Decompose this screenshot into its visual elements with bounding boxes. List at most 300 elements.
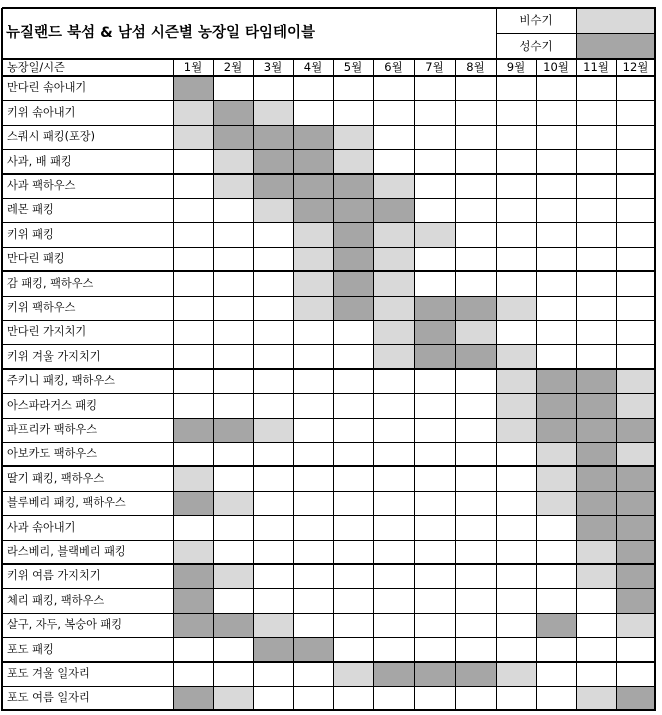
season-cell [414,344,455,369]
season-cell [414,369,455,393]
season-cell [213,149,253,174]
season-cell [496,466,536,491]
season-cell [455,271,496,296]
month-header-7: 7월 [425,60,444,74]
season-cell [333,76,373,100]
season-cell [333,393,373,418]
row-label: 키위 패킹 [7,228,54,241]
season-cell [213,320,253,344]
season-cell [253,76,293,100]
season-cell [333,344,373,369]
season-cell [414,466,455,491]
grid-hline [2,7,656,9]
season-cell [373,198,414,222]
season-cell [496,247,536,271]
season-cell [576,344,616,369]
season-cell [293,125,333,149]
season-cell [616,100,655,125]
season-cell [616,149,655,174]
season-cell [455,637,496,662]
legend-offseason-swatch [576,8,655,33]
season-cell [253,637,293,662]
row-label: 키위 겨울 가지치기 [7,350,101,363]
season-cell [173,198,213,222]
season-cell [373,393,414,418]
season-cell [373,369,414,393]
season-cell [536,296,576,320]
grid-hline [2,173,656,175]
row-label: 만다린 패킹 [7,252,65,265]
season-cell [576,442,616,466]
season-cell [333,662,373,686]
season-cell [333,198,373,222]
season-cell [333,442,373,466]
season-cell [253,198,293,222]
season-cell [333,271,373,296]
season-cell [333,174,373,198]
season-cell [173,686,213,710]
season-cell [576,149,616,174]
season-cell [213,369,253,393]
row-label: 만다린 가지치기 [7,325,87,338]
season-cell [536,369,576,393]
season-cell [414,174,455,198]
season-cell [616,320,655,344]
season-cell [536,466,576,491]
season-cell [496,442,536,466]
season-cell [213,491,253,515]
season-cell [253,442,293,466]
grid-hline [2,58,656,60]
grid-hline [2,393,656,394]
season-cell [173,662,213,686]
season-cell [253,491,293,515]
season-cell [293,76,333,100]
season-cell [253,100,293,125]
season-cell [373,588,414,613]
season-cell [496,662,536,686]
grid-hline [2,344,656,345]
season-cell [616,369,655,393]
season-cell [253,393,293,418]
season-cell [173,613,213,637]
season-cell [496,564,536,588]
season-cell [496,393,536,418]
season-cell [496,418,536,442]
season-cell [414,686,455,710]
season-cell [455,686,496,710]
season-cell [576,686,616,710]
season-cell [333,418,373,442]
row-label: 블루베리 패킹, 팩하우스 [7,496,126,509]
season-cell [173,76,213,100]
grid-hline [2,100,656,101]
season-cell [293,418,333,442]
season-cell [496,613,536,637]
season-cell [616,540,655,564]
season-cell [293,540,333,564]
grid-vline [213,59,214,711]
grid-vline [536,59,537,711]
row-label: 키위 여름 가지치기 [7,569,101,582]
season-cell [293,222,333,247]
season-cell [253,149,293,174]
season-cell [536,198,576,222]
season-cell [536,418,576,442]
season-cell [576,369,616,393]
season-cell [373,174,414,198]
season-cell [576,222,616,247]
row-label: 라스베리, 블랙베리 패킹 [7,545,126,558]
season-cell [576,100,616,125]
season-cell [616,125,655,149]
grid-vline [654,8,656,711]
season-cell [455,588,496,613]
season-cell [576,588,616,613]
season-cell [616,222,655,247]
season-cell [373,125,414,149]
season-cell [293,564,333,588]
season-cell [576,466,616,491]
season-cell [414,76,455,100]
season-cell [414,393,455,418]
row-label: 키위 솎아내기 [7,106,76,119]
season-cell [213,662,253,686]
season-cell [455,466,496,491]
season-cell [496,344,536,369]
season-cell [616,418,655,442]
season-cell [373,222,414,247]
season-cell [213,76,253,100]
season-cell [455,100,496,125]
season-cell [173,271,213,296]
season-cell [536,174,576,198]
season-cell [253,247,293,271]
season-cell [173,637,213,662]
month-header-8: 8월 [466,60,485,74]
season-cell [213,540,253,564]
grid-vline [496,8,497,60]
season-cell [253,320,293,344]
season-cell [536,564,576,588]
row-label: 레몬 패킹 [7,203,54,216]
season-cell [536,515,576,540]
grid-hline [2,222,656,223]
season-cell [293,491,333,515]
season-cell [213,344,253,369]
season-cell [213,613,253,637]
season-cell [293,637,333,662]
season-cell [253,564,293,588]
season-cell [293,515,333,540]
season-cell [455,564,496,588]
season-cell [414,100,455,125]
season-cell [293,247,333,271]
season-cell [616,442,655,466]
season-cell [576,637,616,662]
season-cell [213,296,253,320]
month-header-9: 9월 [506,60,526,74]
season-cell [213,686,253,710]
season-cell [576,247,616,271]
month-header-5: 5월 [343,60,363,74]
season-cell [293,393,333,418]
grid-hline [2,368,656,370]
grid-hline [2,247,656,248]
season-cell [414,247,455,271]
season-cell [213,442,253,466]
month-header-11: 11월 [583,60,609,74]
grid-hline [2,270,656,272]
season-cell [253,296,293,320]
season-cell [253,588,293,613]
season-cell [293,588,333,613]
month-header-1: 1월 [183,60,203,74]
season-cell [373,320,414,344]
season-cell [616,515,655,540]
season-cell [213,393,253,418]
season-cell [333,613,373,637]
season-cell [333,540,373,564]
season-cell [536,686,576,710]
season-cell [213,125,253,149]
season-cell [455,491,496,515]
season-cell [455,198,496,222]
season-cell [173,100,213,125]
season-cell [496,198,536,222]
season-cell [333,247,373,271]
month-header-10: 10월 [543,60,569,74]
season-cell [333,637,373,662]
season-cell [373,76,414,100]
month-header-2: 2월 [223,60,243,74]
season-cell [496,76,536,100]
season-cell [496,320,536,344]
season-cell [576,76,616,100]
season-cell [576,491,616,515]
season-cell [496,369,536,393]
season-cell [173,296,213,320]
season-cell [373,686,414,710]
season-cell [455,369,496,393]
season-cell [373,418,414,442]
season-cell [496,588,536,613]
season-cell [173,491,213,515]
season-cell [373,637,414,662]
grid-hline [2,125,656,126]
season-cell [536,588,576,613]
season-cell [173,466,213,491]
grid-hline [2,198,656,199]
season-cell [616,247,655,271]
grid-hline [2,563,656,565]
season-cell [536,125,576,149]
season-cell [293,149,333,174]
season-cell [173,369,213,393]
season-cell [576,296,616,320]
season-cell [616,588,655,613]
row-label: 체리 패킹, 팩하우스 [7,594,105,607]
season-cell [293,686,333,710]
season-cell [455,149,496,174]
season-cell [253,125,293,149]
season-cell [414,442,455,466]
grid-vline [455,59,456,711]
season-cell [253,418,293,442]
season-cell [293,344,333,369]
season-cell [536,149,576,174]
season-cell [496,637,536,662]
season-cell [414,296,455,320]
season-cell [616,174,655,198]
season-cell [536,491,576,515]
season-cell [616,271,655,296]
season-cell [455,222,496,247]
row-label: 사과, 배 패킹 [7,155,72,168]
season-cell [616,637,655,662]
season-cell [536,320,576,344]
season-cell [576,515,616,540]
season-cell [536,247,576,271]
grid-hline [2,515,656,516]
season-cell [576,613,616,637]
row-label: 아보카도 팩하우스 [7,447,98,460]
season-cell [173,588,213,613]
season-cell [414,540,455,564]
season-cell [293,198,333,222]
grid-hline [2,637,656,638]
row-label: 살구, 자두, 복숭아 패킹 [7,618,123,631]
grid-hline [2,320,656,321]
row-label: 키위 팩하우스 [7,301,76,314]
season-cell [213,637,253,662]
grid-hline [2,442,656,443]
season-cell [455,393,496,418]
season-cell [213,418,253,442]
grid-hline [2,149,656,150]
grid-vline [1,8,3,711]
row-label: 파프리카 팩하우스 [7,423,98,436]
month-header-3: 3월 [263,60,283,74]
season-cell [293,442,333,466]
season-cell [496,222,536,247]
season-cell [173,564,213,588]
season-cell [414,662,455,686]
grid-hline [2,661,656,663]
season-cell [455,174,496,198]
season-cell [333,320,373,344]
season-cell [616,686,655,710]
season-cell [173,174,213,198]
season-cell [213,100,253,125]
season-cell [455,344,496,369]
season-cell [373,442,414,466]
season-cell [536,344,576,369]
season-cell [576,662,616,686]
month-header-12: 12월 [622,60,649,74]
grid-vline [173,59,174,711]
season-cell [213,564,253,588]
season-cell [496,100,536,125]
season-cell [616,466,655,491]
season-cell [536,442,576,466]
season-cell [414,564,455,588]
season-cell [373,296,414,320]
season-cell [213,466,253,491]
season-cell [414,515,455,540]
grid-vline [293,59,294,711]
season-cell [373,344,414,369]
grid-hline [2,418,656,419]
season-cell [576,540,616,564]
grid-vline [414,59,415,711]
grid-vline [576,8,577,60]
grid-hline [2,588,656,589]
season-cell [173,442,213,466]
season-cell [414,637,455,662]
season-cell [333,515,373,540]
legend-peakseason-label: 성수기 [519,39,553,53]
season-cell [373,491,414,515]
grid-vline [496,59,497,711]
season-cell [333,369,373,393]
season-cell [333,686,373,710]
season-cell [253,686,293,710]
grid-hline [2,491,656,492]
season-cell [213,222,253,247]
season-cell [496,686,536,710]
season-cell [253,222,293,247]
season-cell [414,149,455,174]
row-label: 아스파라거스 패킹 [7,399,98,412]
season-cell [253,515,293,540]
season-cell [293,466,333,491]
season-cell [536,393,576,418]
legend-offseason-label: 비수기 [519,13,553,27]
season-cell [536,637,576,662]
season-cell [173,344,213,369]
season-cell [455,76,496,100]
season-cell [293,320,333,344]
season-cell [173,149,213,174]
season-cell [616,296,655,320]
season-cell [373,515,414,540]
season-cell [616,393,655,418]
season-cell [576,320,616,344]
season-cell [536,222,576,247]
season-cell [333,564,373,588]
season-cell [536,613,576,637]
season-cell [293,369,333,393]
season-cell [173,540,213,564]
season-cell [496,491,536,515]
season-cell [536,540,576,564]
season-cell [293,271,333,296]
season-cell [455,320,496,344]
season-cell [576,125,616,149]
season-cell [373,613,414,637]
season-cell [253,344,293,369]
season-cell [616,344,655,369]
season-cell [173,247,213,271]
season-cell [213,174,253,198]
row-label: 감 패킹, 팩하우스 [7,277,94,290]
season-cell [536,76,576,100]
grid-hline [2,686,656,687]
season-cell [373,540,414,564]
season-cell [414,271,455,296]
season-cell [414,418,455,442]
